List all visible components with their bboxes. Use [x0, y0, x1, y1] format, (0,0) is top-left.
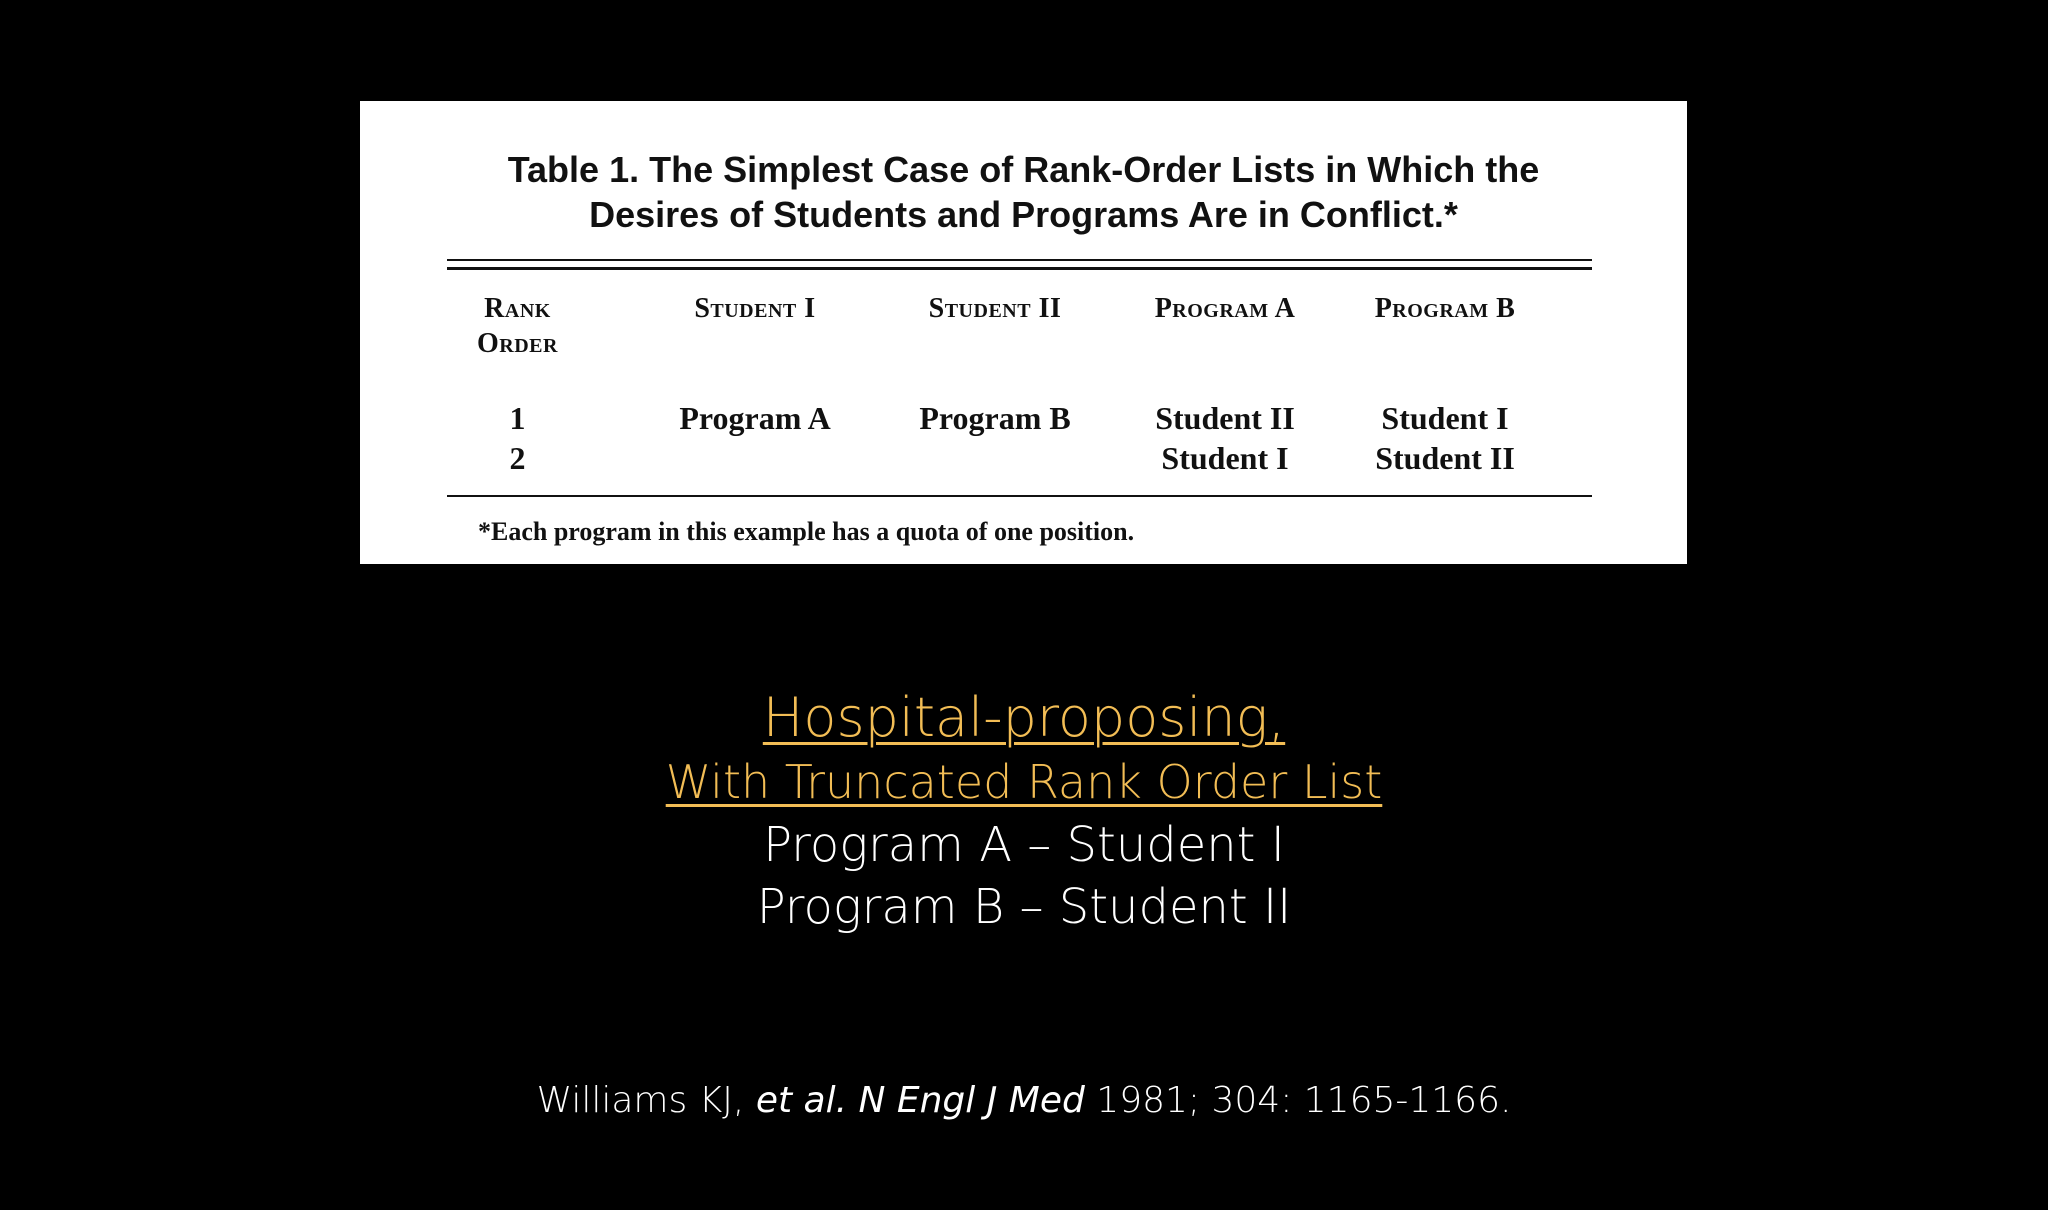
citation-details: 1981; 304: 1165-1166. [1084, 1080, 1512, 1121]
table-cell-student-ii: Program B [919, 400, 1071, 436]
table-image [360, 101, 1687, 564]
match-result-line: Program B – Student II [756, 879, 1292, 935]
table-cell-rank: 1 [509, 400, 526, 436]
header-student-ii: Student II [928, 293, 1062, 324]
table-footnote: *Each program in this example has a quota of one position. [478, 517, 1135, 546]
header-rank-label: Rank [484, 293, 551, 324]
citation-journal: N Engl J Med [847, 1080, 1085, 1121]
table-bottom-rule [447, 495, 1592, 497]
table-title [360, 147, 1687, 237]
citation-et-al: et al. [755, 1080, 848, 1121]
citation-authors: Williams KJ, [536, 1080, 756, 1121]
header-program-a: Program A [1154, 293, 1296, 324]
slide-heading: Hospital-proposing, [762, 686, 1286, 749]
table-cell-student-i: Program A [679, 400, 831, 436]
table-cell-rank: 2 [509, 440, 526, 476]
table-top-rule-double [447, 267, 1592, 270]
header-rank-order [455, 291, 580, 361]
table-cell-program-a: Student I [1161, 440, 1289, 476]
citation [0, 1078, 2048, 1124]
table-title-line-1: Table 1. The Simplest Case of Rank-Order Lists in Which the [507, 149, 1540, 190]
header-student-i: Student I [694, 293, 816, 324]
table-cell-program-b: Student I [1381, 400, 1509, 436]
table-cell-program-b: Student II [1375, 440, 1515, 476]
slide-subheading: With Truncated Rank Order List [665, 755, 1383, 809]
match-result-line: Program A – Student I [763, 817, 1285, 873]
table-cell-program-a: Student II [1155, 400, 1295, 436]
header-program-b: Program B [1374, 293, 1516, 324]
header-order-label: Order [477, 328, 558, 359]
table-title-line-2: Desires of Students and Programs Are in Conflict.* [589, 194, 1458, 235]
table-top-rule [447, 259, 1592, 261]
